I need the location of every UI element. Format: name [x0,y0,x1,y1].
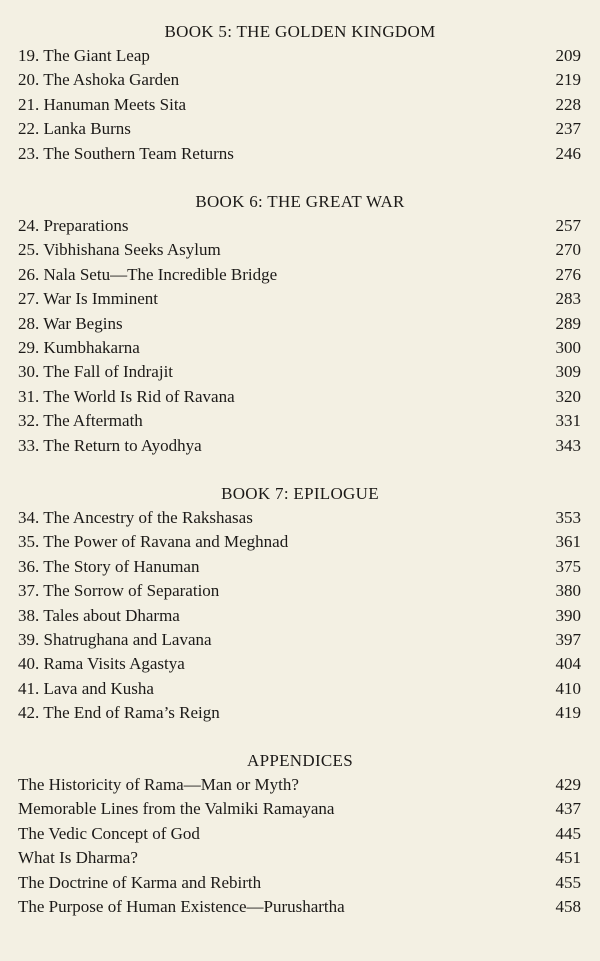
entry-title: 40. Rama Visits Agastya [18,654,185,674]
toc-entry[interactable] [18,68,581,92]
entry-page: 300 [555,337,581,357]
entry-page: 209 [555,46,581,65]
toc-entry[interactable] [18,579,581,603]
section-book-5 [0,20,600,166]
toc-entry[interactable] [18,214,581,238]
toc-entry[interactable] [18,117,581,141]
entry-page: 237 [555,119,581,139]
toc-entry[interactable] [18,677,581,701]
toc-entry[interactable] [18,530,581,554]
entry-title: 27. War Is Imminent [18,289,158,309]
toc-entry[interactable] [18,895,581,919]
entry-title: 34. The Ancestry of the Rakshasas [18,508,253,527]
toc-entry[interactable] [18,142,581,166]
entry-title: 26. Nala Setu—The Incredible Bridge [18,264,278,284]
toc-entry[interactable] [18,238,581,262]
entry-title: 19. The Giant Leap [18,46,150,65]
toc-entry[interactable] [18,773,581,797]
entry-title: 31. The World Is Rid of Ravana [18,386,235,406]
entry-title: 38. Tales about Dharma [18,605,180,625]
toc-entry[interactable] [18,797,581,821]
entry-title: The Historicity of Rama—Man or Myth? [18,775,299,794]
entry-title: 22. Lanka Burns [18,119,131,139]
entry-title: 39. Shatrughana and Lavana [18,629,212,649]
entry-title: 37. The Sorrow of Separation [18,581,220,601]
entry-page: 458 [555,896,581,916]
toc-entry[interactable] [18,628,581,652]
toc-entry[interactable] [18,434,581,458]
entry-page: 419 [555,703,581,723]
entry-page: 361 [555,532,581,552]
toc-entry[interactable] [18,360,581,384]
entry-title: 33. The Return to Ayodhya [18,435,202,455]
entry-page: 397 [555,629,581,649]
entry-title: 23. The Southern Team Returns [18,143,234,163]
entry-page: 410 [555,678,581,698]
entry-title: 28. War Begins [18,313,123,333]
toc-entry[interactable] [18,604,581,628]
entry-page: 283 [555,289,581,309]
toc-entry[interactable] [18,555,581,579]
entry-page: 257 [555,216,581,235]
entry-title: 20. The Ashoka Garden [18,70,180,90]
entry-page: 276 [555,264,581,284]
section-heading: BOOK 5: THE GOLDEN KINGDOM [164,22,436,41]
section-book-7 [0,482,600,726]
section-heading: BOOK 6: THE GREAT WAR [195,192,405,211]
entry-title: The Vedic Concept of God [18,823,200,843]
section-book-6 [0,190,600,458]
toc-entry[interactable] [18,385,581,409]
entry-page: 343 [555,435,581,455]
entry-page: 404 [555,654,581,674]
entry-title: 32. The Aftermath [18,411,143,431]
toc-entry[interactable] [18,93,581,117]
section-appendices [0,749,600,919]
entry-page: 437 [555,799,581,819]
toc-entry[interactable] [18,652,581,676]
entry-page: 331 [555,411,581,431]
entry-title: What Is Dharma? [18,848,138,868]
entry-page: 219 [555,70,581,90]
entry-page: 451 [555,848,581,868]
entry-page: 353 [555,508,581,527]
toc-entry[interactable] [18,822,581,846]
toc-entry[interactable] [18,44,581,68]
entry-page: 320 [555,386,581,406]
entry-page: 375 [555,556,581,576]
entry-page: 309 [555,362,581,382]
entry-title: 42. The End of Rama’s Reign [18,703,220,723]
toc-entry[interactable] [18,506,581,530]
toc-entry[interactable] [18,287,581,311]
toc-entry[interactable] [18,263,581,287]
entry-page: 246 [555,143,581,163]
toc-entry[interactable] [18,871,581,895]
toc-entry[interactable] [18,336,581,360]
entry-title: 36. The Story of Hanuman [18,556,200,576]
entry-page: 228 [555,94,581,114]
section-heading: APPENDICES [247,751,353,770]
entry-title: Memorable Lines from the Valmiki Ramayana [18,799,335,819]
toc-entry[interactable] [18,846,581,870]
entry-page: 445 [555,823,581,843]
entry-page: 390 [555,605,581,625]
toc-entry[interactable] [18,701,581,725]
entry-title: 30. The Fall of Indrajit [18,362,174,382]
section-heading: BOOK 7: EPILOGUE [221,484,379,503]
entry-page: 429 [555,775,581,794]
toc-entry[interactable] [18,312,581,336]
entry-title: 25. Vibhishana Seeks Asylum [18,240,221,260]
entry-title: 29. Kumbhakarna [18,337,140,357]
entry-title: 24. Preparations [18,216,129,235]
entry-page: 289 [555,313,581,333]
entry-title: 21. Hanuman Meets Sita [18,94,187,114]
toc-entry[interactable] [18,409,581,433]
entry-page: 380 [555,581,581,601]
entry-title: 41. Lava and Kusha [18,678,154,698]
entry-title: The Purpose of Human Existence—Purushartha [18,896,345,916]
entry-page: 270 [555,240,581,260]
entry-title: 35. The Power of Ravana and Meghnad [18,532,289,552]
entry-title: The Doctrine of Karma and Rebirth [18,872,262,892]
entry-page: 455 [555,872,581,892]
